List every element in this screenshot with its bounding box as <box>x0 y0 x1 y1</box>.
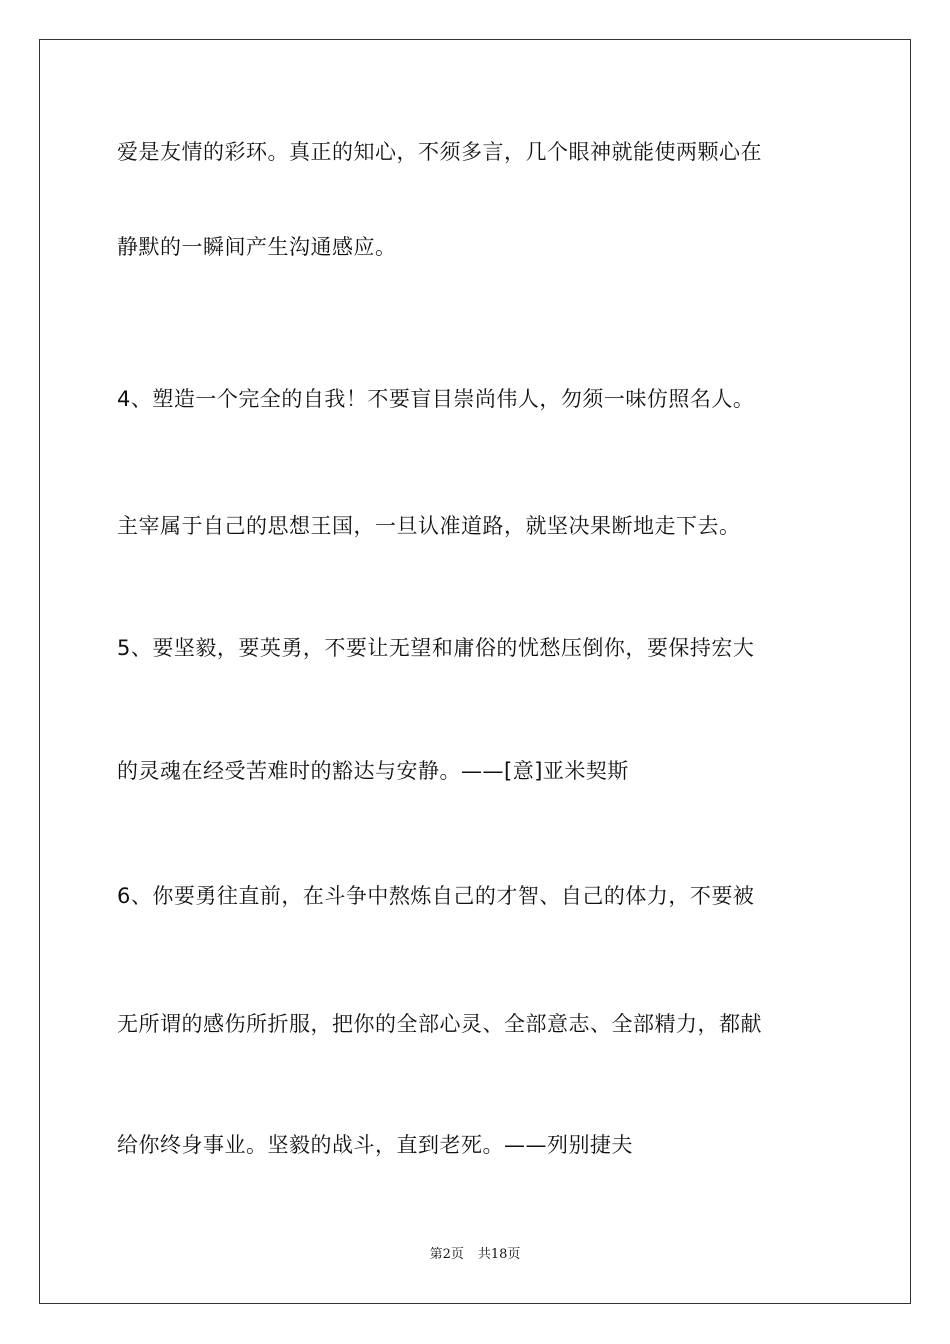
page-frame <box>39 39 911 1304</box>
text-line-7: 6、你要勇往直前，在斗争中熬炼自己的才智、自己的体力，不要被 <box>117 884 755 908</box>
text-line-4: 主宰属于自己的思想王国，一旦认准道路，就坚决果断地走下去。 <box>117 514 741 538</box>
page-number: 第2页 <box>429 1247 464 1262</box>
text-line-5: 5、要坚毅，要英勇，不要让无望和庸俗的忧愁压倒你，要保持宏大 <box>117 636 755 660</box>
total-pages: 共18页 <box>477 1247 521 1262</box>
text-line-1: 爱是友情的彩环。真正的知心，不须多言，几个眼神就能使两颗心在 <box>117 140 762 164</box>
text-line-8: 无所谓的感伤所折服，把你的全部心灵、全部意志、全部精力，都献 <box>117 1012 762 1036</box>
text-line-3: 4、塑造一个完全的自我！不要盲目崇尚伟人，勿须一味仿照名人。 <box>117 387 755 411</box>
text-line-6: 的灵魂在经受苦难时的豁达与安静。——[意]亚米契斯 <box>117 759 629 783</box>
page-footer <box>0 1246 950 1264</box>
text-line-2: 静默的一瞬间产生沟通感应。 <box>117 235 397 259</box>
text-line-9: 给你终身事业。坚毅的战斗，直到老死。——列别捷夫 <box>117 1133 633 1157</box>
